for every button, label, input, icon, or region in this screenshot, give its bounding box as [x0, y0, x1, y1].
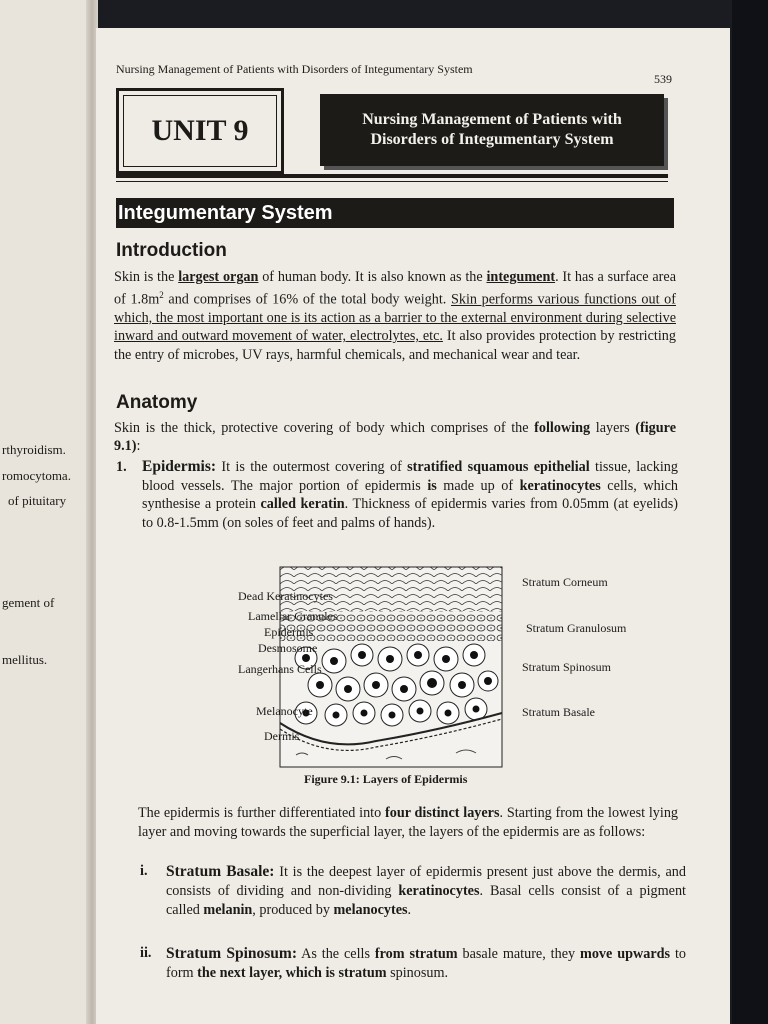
book-page — [96, 28, 730, 1024]
figure-label-left: Desmosome — [258, 641, 318, 655]
list-number: 1. — [116, 459, 127, 475]
figure-label-right: Stratum Basale — [522, 705, 595, 719]
anatomy-intro — [114, 419, 676, 455]
figure-label-left: Dermis — [264, 729, 300, 743]
text-run: is — [427, 477, 437, 494]
text-run: keratinocytes — [519, 477, 601, 494]
text-run: The epidermis is further differentiated into — [138, 805, 385, 821]
text-run: called keratin — [260, 496, 345, 512]
text-run: stratified squamous epithelial — [407, 459, 590, 475]
unit-label-box — [116, 88, 284, 174]
text-run: Skin performs various functions out of which, the most important one is its action as a barrier to the external environment during selective inward and outward movement of water, electrolytes, etc. — [114, 291, 677, 345]
text-run: It also provides protection by restricting the — [114, 328, 676, 363]
layers-paragraph — [138, 804, 678, 841]
text-run: of human body. It is also known as the — [258, 269, 487, 285]
text-run: keratinocytes — [398, 883, 480, 899]
text-run: from stratum — [374, 946, 458, 962]
figure-label-left: Melanocyte — [256, 704, 313, 718]
background-edge — [732, 0, 768, 1024]
unit-title-box — [320, 94, 664, 166]
section-title: Integumentary System — [116, 198, 674, 228]
text-run: Skin is the — [114, 269, 179, 285]
text-run: melanocytes — [333, 902, 408, 918]
list-item-epidermis — [116, 458, 678, 532]
text-run: . It has a surface area of 1.8m — [114, 269, 676, 308]
text-run: . Basal cells consist of a pigment called — [166, 883, 686, 918]
figure-label-right: Stratum Corneum — [522, 575, 608, 589]
text-run: It is the outermost covering of — [216, 459, 408, 475]
text-run: made up of — [436, 477, 520, 494]
left-page-fragment: mellitus. — [2, 652, 48, 667]
unit-title-line: Nursing Management of Patients with — [362, 111, 622, 128]
divider-rule — [116, 174, 668, 178]
text-run: melanin — [203, 902, 253, 918]
anatomy-heading: Anatomy — [116, 392, 198, 413]
unit-label: UNIT 9 — [151, 114, 249, 147]
running-head: Nursing Management of Patients with Disorders of Integumentary System — [116, 62, 473, 76]
text-run: , produced by — [252, 902, 334, 918]
text-run: entry of microbes, UV rays, harmful chemicals, and mechanical wear and tear. — [134, 346, 581, 363]
text-run: largest organ — [178, 269, 259, 285]
term: Epidermis: — [142, 458, 217, 475]
text-run: integument — [486, 269, 556, 285]
figure-label-left: Epidermis — [264, 625, 314, 639]
text-run: the next layer, which is stratum — [197, 965, 387, 981]
text-run: . Thickness of epidermis varies from 0.05mm (at eyelids) to 0.8-1.5mm (on soles of feet and palms of hands). — [142, 496, 678, 531]
left-page-fragment: rthyroidism. — [2, 442, 66, 457]
list-number: ii. — [140, 945, 152, 961]
divider-rule — [116, 181, 668, 182]
left-page — [0, 0, 92, 1024]
text-run: layers — [590, 420, 636, 436]
page-number: 539 — [654, 72, 672, 86]
figure-caption: Figure 9.1: Layers of Epidermis — [304, 772, 468, 786]
introduction-paragraph — [114, 268, 676, 364]
figure-label-left: Lamellar Granules — [248, 609, 338, 623]
text-run: four distinct layers — [385, 805, 500, 821]
text-run: Skin is the thick, protective covering of body which comprises of the — [114, 420, 535, 436]
figure-label-right: Stratum Granulosum — [526, 621, 627, 635]
text-run: to form — [166, 946, 687, 981]
text-run: following — [534, 420, 591, 436]
left-page-fragment: of pituitary — [8, 493, 67, 508]
list-item-stratum-spinosum — [140, 944, 686, 983]
figure-label-left: Dead Keratinocytes — [238, 589, 333, 603]
text-run: : — [136, 438, 141, 455]
figure-label-left: Langerhans Cells — [238, 662, 322, 676]
text-run: tissue, lacking blood vessels. The major portion of epidermis — [142, 459, 678, 494]
text-run: (figure 9.1) — [114, 420, 676, 455]
term: Stratum Basale: — [166, 863, 275, 880]
unit-title-line: Disorders of Integumentary System — [370, 131, 614, 148]
text-run: basale mature, they — [457, 946, 581, 962]
introduction-heading: Introduction — [116, 240, 227, 261]
text-run: and comprises of 16% of the total body weight. — [163, 291, 451, 308]
text-run: spinosum. — [386, 965, 449, 981]
list-item-stratum-basale — [140, 862, 686, 920]
superscript: 2 — [159, 290, 164, 301]
left-page-fragment: gement of — [2, 595, 55, 610]
text-run: . — [407, 902, 412, 918]
list-number: i. — [140, 863, 148, 879]
text-run: move upwards — [580, 946, 671, 962]
term: Stratum Spinosum: — [166, 945, 297, 962]
figure-label-right: Stratum Spinosum — [522, 660, 612, 674]
epidermis-figure — [238, 563, 506, 773]
text-run: It is the deepest layer of epidermis present just above the dermis, and consists of dividing and non-dividing — [166, 864, 686, 899]
text-run: As the cells — [296, 946, 375, 962]
left-page-fragment: romocytoma. — [2, 468, 71, 483]
text-run: . Starting from the lowest lying layer and moving towards the superficial layer, the layers of the epidermis are as follows: — [138, 805, 679, 840]
text-run: cells, which synthesise a protein — [142, 477, 678, 512]
